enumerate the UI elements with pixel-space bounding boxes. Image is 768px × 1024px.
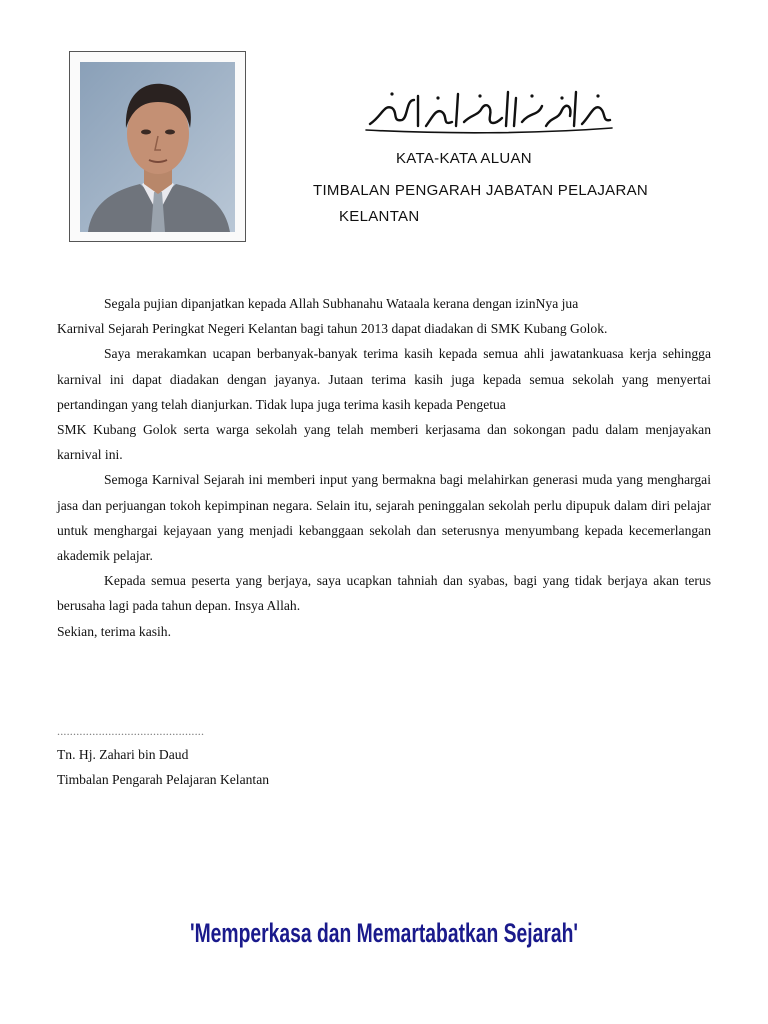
subtitle-line-2: KELANTAN	[339, 208, 420, 225]
arabic-calligraphy-icon	[362, 86, 614, 134]
portrait-photo	[80, 62, 235, 232]
photo-frame	[69, 51, 246, 242]
subtitle-line-1: TIMBALAN PENGARAH JABATAN PELAJARAN	[313, 182, 649, 199]
paragraph-1-line-2: Karnival Sejarah Peringkat Negeri Kelantan bagi tahun 2013 dapat diadakan di SMK Kubang Golok.	[57, 321, 608, 337]
paragraph-1-line-1: Segala pujian dipanjatkan kepada Allah Subhanahu Wataala kerana dengan izinNya jua	[104, 296, 579, 311]
motto-text: 'Memperkasa dan Memartabatkan Sejarah'	[190, 918, 578, 948]
signatory-title: Timbalan Pengarah Pelajaran Kelantan	[57, 772, 270, 787]
motto-banner	[184, 912, 584, 952]
paragraph-3: Semoga Karnival Sejarah ini memberi input yang bermakna bagi melahirkan generasi muda yang menghargai jasa dan perjuangan tokoh kepimpinan negara. Selain itu, sejarah peninggalan sekolah perlu dipupuk dalam diri pelajar untuk menghargai kejayaan yang menjadi kebanggaan sekolah dan seterusnya menyumbang kepada kecemerlangan akademik pelajar.	[57, 472, 711, 564]
signatory-name: Tn. Hj. Zahari bin Daud	[57, 747, 189, 762]
speech-body	[57, 291, 711, 644]
paragraph-4: Kepada semua peserta yang berjaya, saya ucapkan tahniah dan syabas, bagi yang tidak berjaya akan terus berusaha lagi pada tahun depan. Insya Allah.	[57, 573, 711, 614]
closing-line: Sekian, terima kasih.	[57, 623, 172, 639]
signature-line: ..............................................	[57, 724, 205, 738]
paragraph-2: Saya merakamkan ucapan berbanyak-banyak terima kasih kepada semua ahli jawatankuasa kerja sehingga karnival ini dapat diadakan dengan jayanya. Jutaan terima kasih juga kepada semua sekolah yang menyertai pertandingan yang telah dianjurkan. Tidak lupa juga terima kasih kepada Pengetua	[57, 346, 711, 412]
paragraph-2-continued: SMK Kubang Golok serta warga sekolah yang telah memberi kerjasama dan sokongan padu dalam menjayakan karnival ini.	[57, 422, 711, 463]
page-title: KATA-KATA ALUAN	[396, 150, 532, 167]
